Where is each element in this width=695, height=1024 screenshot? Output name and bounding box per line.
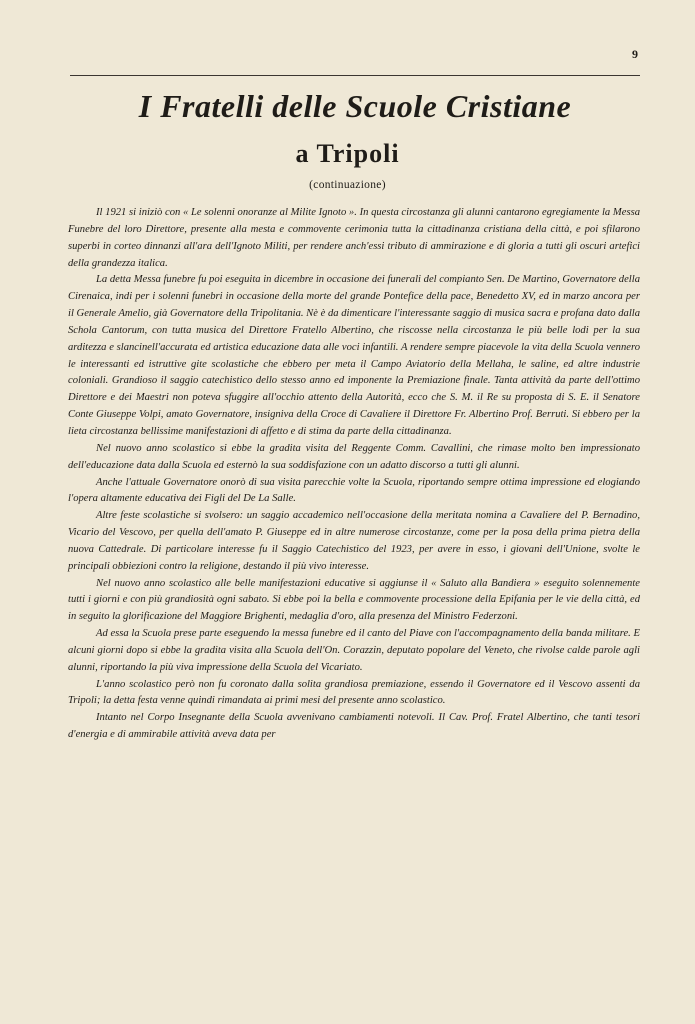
article-subtitle: a Tripoli (295, 139, 400, 168)
paragraph: Altre feste scolastiche si svolsero: un saggio accademico nell'occasione della meritata nomina a Cavaliere del P. Bernadino, Vicario del Vescovo, per quella dell'amato P. Giuseppe ed in altre numerose circostanze, come per la posa della prima pietra della nuova Cattedrale. Di particolare interesse fu il Saggio Catechistico del 1923, per avere in esso, i giovani dell'Unione, svolte le principali obbiezioni contro la religione, destando il più vivo interesse. (68, 510, 640, 572)
paragraph: La detta Messa funebre fu poi eseguita in dicembre in occasione dei funerali del compianto Sen. De Martino, Governatore della Cirenaica, indi per i solenni funebri in occasione della morte del grande Pontefice della pace, Benedetto XV, ed in marzo ancora per il Generale Amelio, già Governatore della Tripolitania. Nè è da dimenticare l'interessante saggio di musica sacra e profana dato dalla Schola Cantorum, con tutta musica del Direttore Fratello Albertino, che riscosse nella circostanza le più belle lodi per la sua arditezza e slancinell'accurata ed artistica educazione data alle voci infantili. A rendere sempre piacevole la vita della Scuola vennero le interessanti ed istruttive gite scolastiche che ebbero per meta il Campo Aviatorio della Mellaha, le saline, ed altre industrie coloniali. Grandioso il saggio catechistico dello stesso anno ed imponente la Premiazione finale. Tanta attività da parte dell'ottimo Direttore e dei Maestri non poteva sfuggire all'occhio attento della Autorità, ecco che S. M. il Re su proposta di S. E. il Senatore Conte Giuseppe Volpi, amato Governatore, insigniva della Croce di Cavaliere il Direttore Fr. Albertino Prof. Berruti. Si ebbero per la lieta circostanza bellissime manifestazioni di affetto e di stima da parte della cittadinanza. (68, 274, 640, 437)
paragraph: Intanto nel Corpo Insegnante della Scuola avvenivano cambiamenti notevoli. Il Cav. Prof. Fratel Albertino, che tanti tesori d'energia e di ammirabile attività aveva data per (68, 712, 640, 741)
article-body (68, 205, 640, 744)
page-number: 9 (632, 47, 638, 61)
continuation-note: (continuazione) (309, 179, 386, 191)
paragraph: L'anno scolastico però non fu coronato dalla solita grandiosa premiazione, essendo il Governatore ed il Vescovo assenti da Tripoli; la detta festa venne quindi rimandata ai primi mesi del presente anno scolastico. (68, 678, 640, 707)
paragraph: Nel nuovo anno scolastico alle belle manifestazioni educative si aggiunse il « Saluto alla Bandiera » eseguito solennemente tutti i giorni e con più grandiosità ogni sabato. Si ebbe poi la bella e commovente processione della Epifania per le vie della città, ed in seguito la glorificazione del Maggiore Brighenti, medaglia d'oro, alla presenza del Ministro Federzoni. (68, 577, 640, 623)
paragraph: Ad essa la Scuola prese parte eseguendo la messa funebre ed il canto del Piave con l'accompagnamento della banda militare. E alcuni giorni dopo si ebbe la gradita visita alla Scuola dell'On. Corazzin, deputato popolare del Veneto, che rivolse calde parole agli alunni, riportando la più viva impressione della Scuola del Vicariato. (68, 628, 640, 673)
header-rule (70, 75, 640, 76)
paragraph: Anche l'attuale Governatore onorò di sua visita parecchie volte la Scuola, riportando sempre ottima impressione ed elogiando l'opera altamente educativa dei Figli del De La Salle. (68, 476, 640, 505)
paragraph: Il 1921 si iniziò con « Le solenni onoranze al Milite Ignoto ». In questa circostanza gli alunni cantarono egregiamente la Messa Funebre del loro Direttore, presente alla mesta e commovente cerimonia tutta la cittadinanza cristiana della città, e poi sfilarono superbi in corteo dinnanzi all'ara dell'Ignoto Militi, per rendere anch'essi tributo di ammirazione e di gloria a tutti gli oscuri artefici della grandezza italica. (68, 207, 640, 269)
article-title: I Fratelli delle Scuole Cristiane (138, 88, 572, 124)
paragraph: Nel nuovo anno scolastico si ebbe la gradita visita del Reggente Comm. Cavallini, che rimase molto ben impressionato dell'educazione data dalla Scuola ed esternò la sua soddisfazione con un adatto discorso a tutti gli alunni. (68, 442, 640, 471)
